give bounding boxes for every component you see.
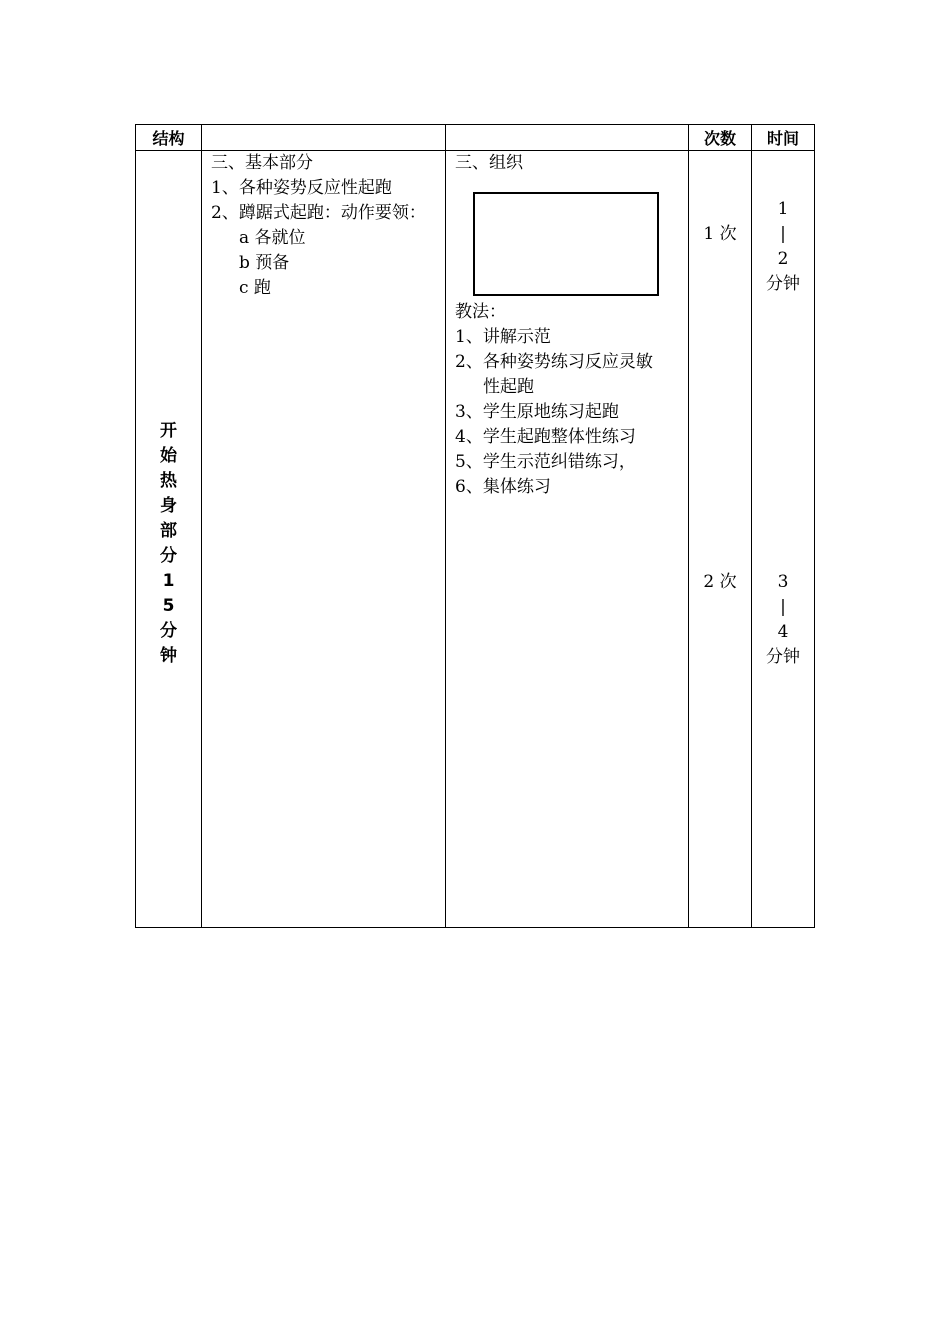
organization-diagram-box [473, 192, 659, 296]
organization-title: 三、组织 [455, 153, 523, 173]
content-title: 三、基本部分 [211, 153, 313, 173]
method-item-4: 4、学生起跑整体性练习 [455, 427, 636, 447]
header-content [202, 125, 446, 151]
content-cell [202, 151, 446, 928]
time-first-dash: | [780, 224, 786, 244]
header-time: 时间 [752, 125, 815, 151]
method-item-5: 5、学生示范纠错练习， [455, 452, 636, 472]
organization-cell [446, 151, 689, 928]
time-second-start: 3 [777, 572, 789, 592]
time-second-end: 4 [777, 622, 789, 642]
time-first-start: 1 [777, 199, 789, 219]
method-item-2-cont: 性起跑 [483, 377, 534, 397]
header-method [446, 125, 689, 151]
time-cell [752, 151, 815, 928]
count-first: 1 次 [703, 224, 737, 244]
method-item-3: 3、学生原地练习起跑 [455, 402, 619, 422]
body-row [136, 151, 815, 928]
method-item-2: 2、各种姿势练习反应灵敏 [455, 352, 653, 372]
time-second-dash: | [780, 597, 786, 617]
count-cell [689, 151, 752, 928]
content-sub-c: c 跑 [239, 278, 271, 298]
method-item-1: 1、讲解示范 [455, 327, 551, 347]
header-row [136, 125, 815, 151]
header-structure: 结构 [136, 125, 202, 151]
content-sub-a: a 各就位 [239, 228, 306, 248]
method-item-6: 6、集体练习 [455, 477, 551, 497]
lesson-plan-table [135, 124, 815, 928]
structure-label: 开始热身部分15分钟 [160, 421, 177, 666]
time-first-end: 2 [777, 249, 789, 269]
content-item-2: 2、蹲踞式起跑：动作要领： [211, 203, 426, 223]
time-first-unit: 分钟 [766, 274, 800, 294]
count-second: 2 次 [703, 572, 737, 592]
method-title: 教法： [455, 302, 506, 322]
time-second-unit: 分钟 [766, 647, 800, 667]
structure-cell [136, 151, 202, 928]
header-count: 次数 [689, 125, 752, 151]
content-item-1: 1、各种姿势反应性起跑 [211, 178, 392, 198]
content-sub-b: b 预备 [239, 253, 290, 273]
